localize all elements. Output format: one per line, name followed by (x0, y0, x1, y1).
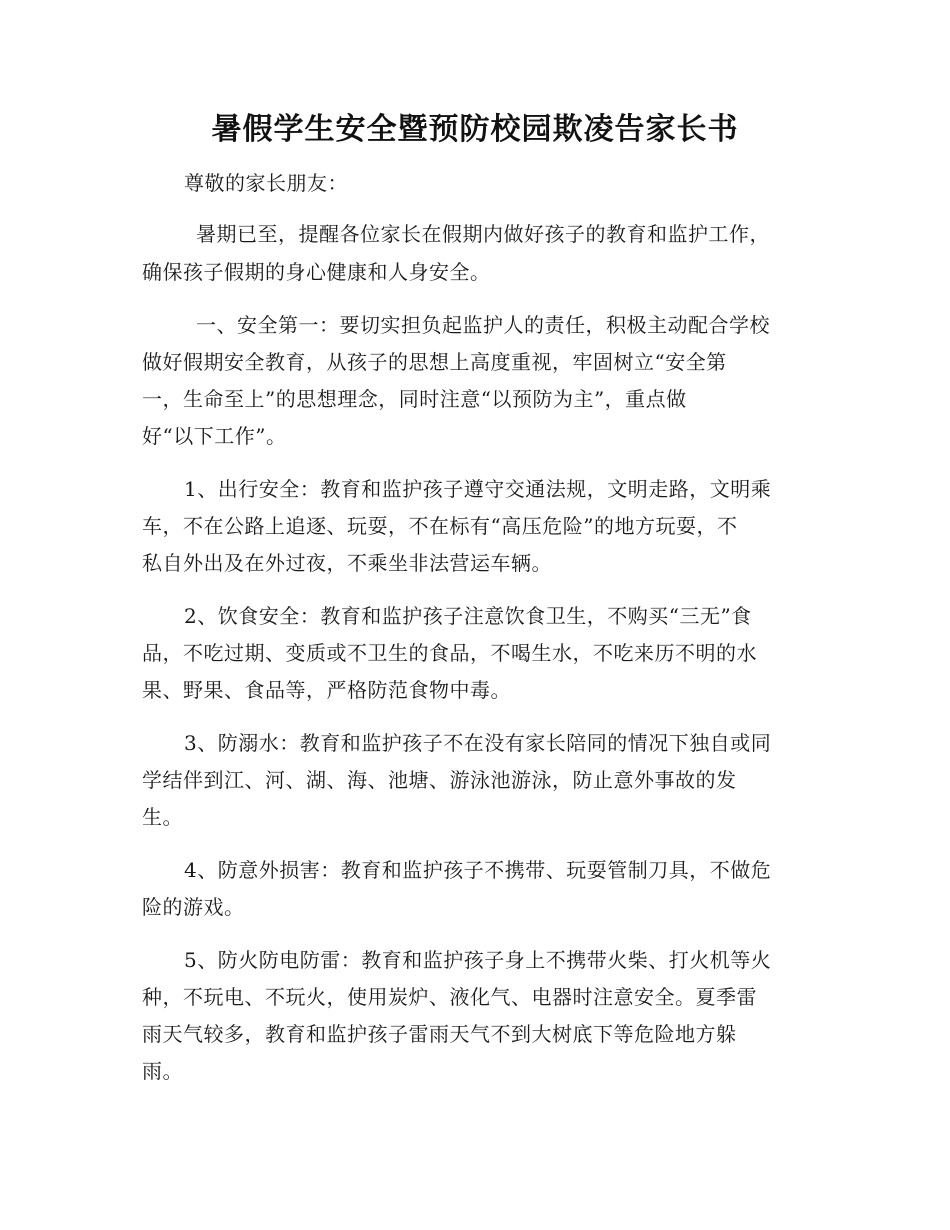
paragraph-line: 果、野果、食品等，严格防范食物中毒。 (142, 678, 511, 702)
document-title: 暑假学生安全暨预防校园欺凌告家长书 (211, 112, 739, 147)
paragraph-line: 品，不吃过期、变质或不卫生的食品，不喝生水，不吃来历不明的水 (142, 641, 757, 665)
paragraph-line: 私自外出及在外过夜，不乘坐非法营运车辆。 (142, 551, 552, 575)
paragraph-line: 一，生命至上”的思想理念，同时注意“以预防为主”，重点做 (142, 387, 687, 411)
greeting: 尊敬的家长朋友： (184, 171, 348, 195)
paragraph-line: 确保孩子假期的身心健康和人身安全。 (142, 260, 491, 284)
paragraph-line: 险的游戏。 (142, 895, 245, 919)
paragraph-line: 雨。 (142, 1059, 183, 1083)
paragraph-line: 车，不在公路上追逐、玩耍，不在标有“高压危险”的地方玩耍，不 (142, 514, 738, 538)
paragraph-line: 5、防火防电防雷：教育和监护孩子身上不携带火柴、打火机等火 (184, 948, 772, 972)
paragraph-line: 雨天气较多，教育和监护孩子雷雨天气不到大树底下等危险地方躲 (142, 1022, 737, 1046)
paragraph-line: 种，不玩电、不玩火，使用炭炉、液化气、电器时注意安全。夏季雷 (142, 985, 757, 1009)
paragraph-line: 做好假期安全教育，从孩子的思想上高度重视，牢固树立“安全第 (142, 350, 727, 374)
paragraph-line: 暑期已至，提醒各位家长在假期内做好孩子的教育和监护工作， (196, 222, 770, 246)
paragraph-line: 3、防溺水：教育和监护孩子不在没有家长陪同的情况下独自或同 (184, 731, 772, 755)
paragraph-line: 2、饮食安全：教育和监护孩子注意饮食卫生，不购买“三无”食 (184, 604, 752, 628)
paragraph-line: 学结伴到江、河、湖、海、池塘、游泳池游泳，防止意外事故的发 (142, 768, 737, 792)
paragraph-line: 生。 (142, 805, 183, 829)
paragraph-line: 4、防意外损害：教育和监护孩子不携带、玩耍管制刀具，不做危 (184, 858, 772, 882)
paragraph-line: 1、出行安全：教育和监护孩子遵守交通法规，文明走路，文明乘 (184, 477, 772, 501)
paragraph-line: 好“以下工作”。 (142, 424, 287, 448)
paragraph-line: 一、安全第一：要切实担负起监护人的责任，积极主动配合学校 (196, 313, 770, 337)
